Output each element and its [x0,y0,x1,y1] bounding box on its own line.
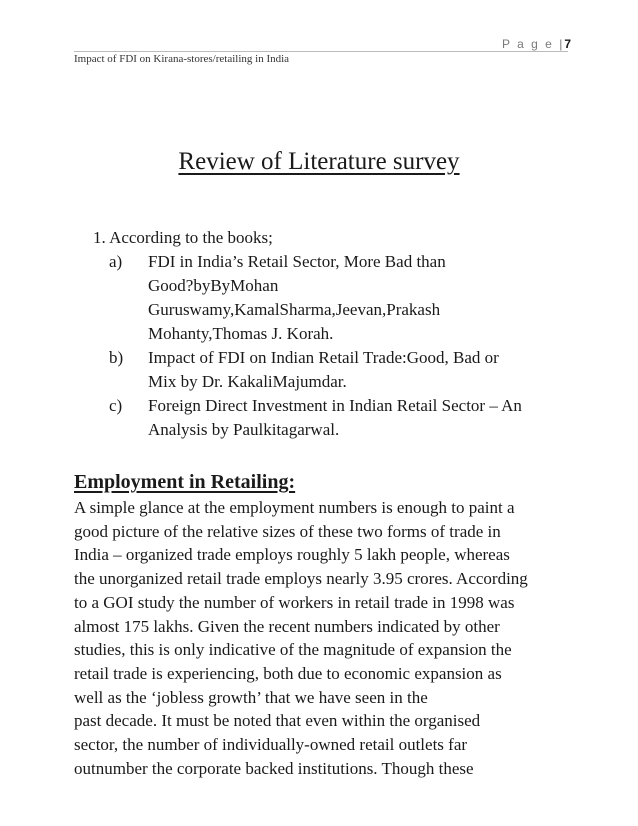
sub-text [148,346,548,394]
sub-text-line: Analysis by Paulkitagarwal. [148,420,340,439]
sub-text-line: Good?byByMohan [148,276,279,295]
paragraph-line: past decade. It must be noted that even within the organised [74,711,481,731]
paragraph-line: the unorganized retail trade employs nearly 3.95 crores. According [74,569,528,589]
sub-text [148,250,548,346]
sub-text [148,394,548,442]
sub-item-a [109,250,548,346]
paragraph-line: retail trade is experiencing, both due to economic expansion as [74,663,502,683]
sub-item-c [109,394,548,442]
running-header: Impact of FDI on Kirana-stores/retailing in India [74,53,290,65]
literature-list [93,226,548,442]
paragraph-line: A simple glance at the employment numbers is enough to paint a [74,498,515,517]
sub-letter: a) [109,252,123,271]
sub-text-line: Mohanty,Thomas J. Korah. [148,324,334,343]
paragraph-line: sector, the number of individually-owned retail outlets far [74,735,468,755]
sub-text-line: Mix by Dr. KakaliMajumdar. [148,372,347,391]
paragraph-line: India – organized trade employs roughly 5 lakh people, whereas [74,545,510,565]
sub-text-line: Impact of FDI on Indian Retail Trade:Good, Bad or [148,348,499,367]
sub-letter: c) [109,396,123,415]
page-number [502,37,571,51]
page-separator: | [559,37,565,51]
sub-text-line: FDI in India’s Retail Sector, More Bad than [148,252,446,271]
section-heading: Employment in Retailing: [74,471,296,493]
paragraph-line: outnumber the corporate backed institutions. Though these [74,758,474,778]
sub-text-line: Guruswamy,KamalSharma,Jeevan,Prakash [148,300,441,319]
sub-item-b [109,346,548,394]
body-paragraph [74,496,574,780]
list-text: According to the books; [109,228,273,247]
header-rule [74,51,568,52]
paragraph-line: to a GOI study the number of workers in retail trade in 1998 was [74,592,515,612]
sub-letter: b) [109,348,124,367]
paragraph-line: good picture of the relative sizes of these two forms of trade in [74,521,501,541]
list-number: 1. [93,228,106,247]
page-number-value: 7 [564,37,571,51]
page-title: Review of Literature survey [178,148,460,175]
paragraph-line: studies, this is only indicative of the magnitude of expansion the [74,640,512,660]
sub-text-line: Foreign Direct Investment in Indian Retail Sector – An [148,396,522,415]
paragraph-line: almost 175 lakhs. Given the recent numbers indicated by other [74,616,500,636]
list-item-1 [93,226,548,250]
paragraph-line: well as the ‘jobless growth’ that we have seen in the [74,687,428,707]
page-label: P a g e [502,37,554,51]
